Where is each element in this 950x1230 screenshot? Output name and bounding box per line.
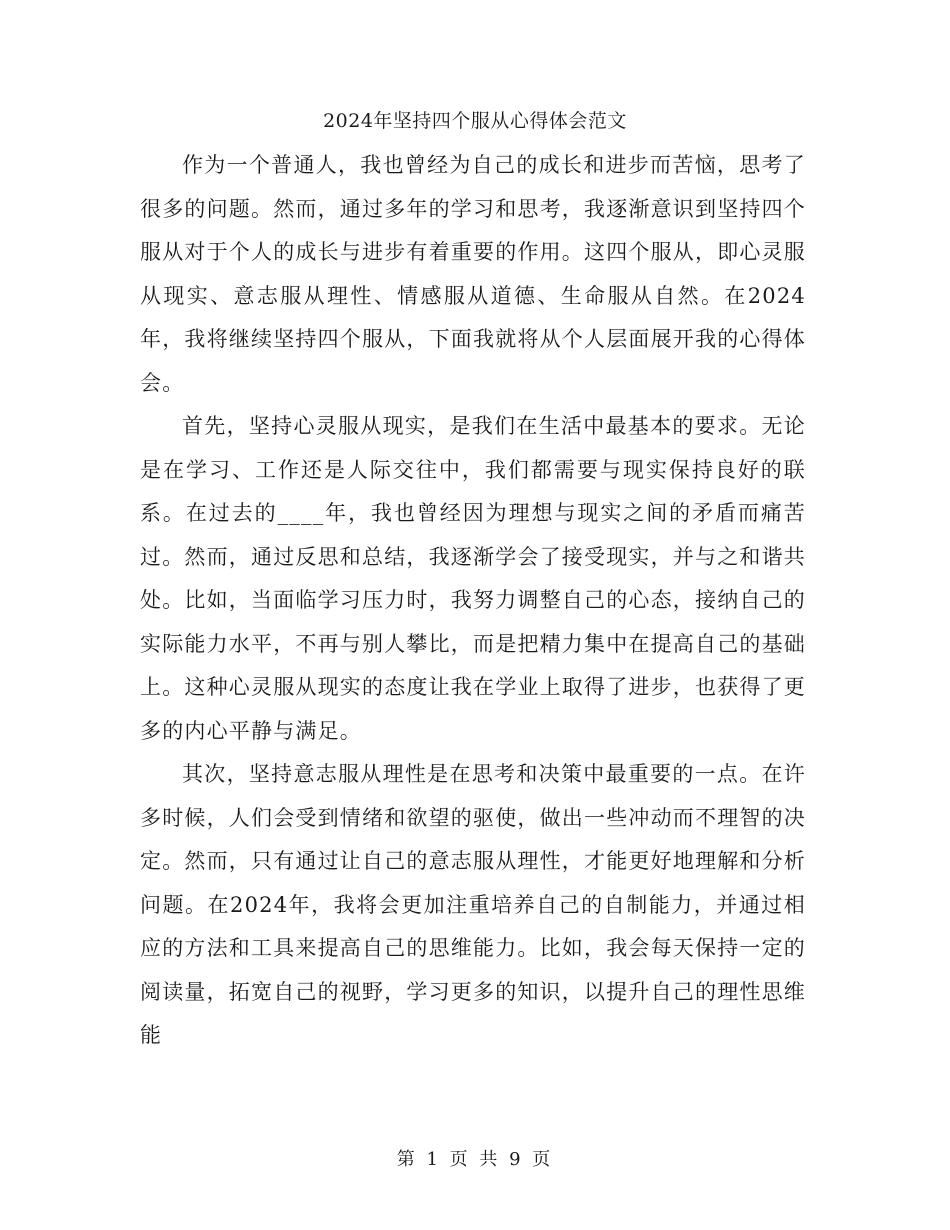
document-title: 2024年坚持四个服从心得体会范文 [323,110,627,132]
page-number-footer: 第 1 页 共 9 页 [396,1149,554,1170]
document-body [140,144,806,1058]
paragraph-second-point: 其次，坚持意志服从理性是在思考和决策中最重要的一点。在许多时候，人们会受到情绪和欲望的驱使，做出一些冲动而不理智的决定。然而，只有通过让自己的意志服从理性，才能更好地理解和分析问题。在2024年，我将会更加注重培养自己的自制能力，并通过相应的方法和工具来提高自己的思维能力。比如，我会每天保持一定的阅读量，拓宽自己的视野，学习更多的知识，以提升自己的理性思维能 [140,762,806,1047]
paragraph-first-point: 首先，坚持心灵服从现实，是我们在生活中最基本的要求。无论是在学习、工作还是人际交往中，我们都需要与现实保持良好的联系。在过去的____年，我也曾经因为理想与现实之间的矛盾而痛苦过。然而，通过反思和总结，我逐渐学会了接受现实，并与之和谐共处。比如，当面临学习压力时，我努力调整自己的心态，接纳自己的实际能力水平，不再与别人攀比，而是把精力集中在提高自己的基础上。这种心灵服从现实的态度让我在学业上取得了进步，也获得了更多的内心平静与满足。 [140,414,806,743]
paragraph-intro: 作为一个普通人，我也曾经为自己的成长和进步而苦恼，思考了很多的问题。然而，通过多年的学习和思考，我逐渐意识到坚持四个服从对于个人的成长与进步有着重要的作用。这四个服从，即心灵服从现实、意志服从理性、情感服从道德、生命服从自然。在2024年，我将继续坚持四个服从，下面我就将从个人层面展开我的心得体会。 [140,153,806,395]
